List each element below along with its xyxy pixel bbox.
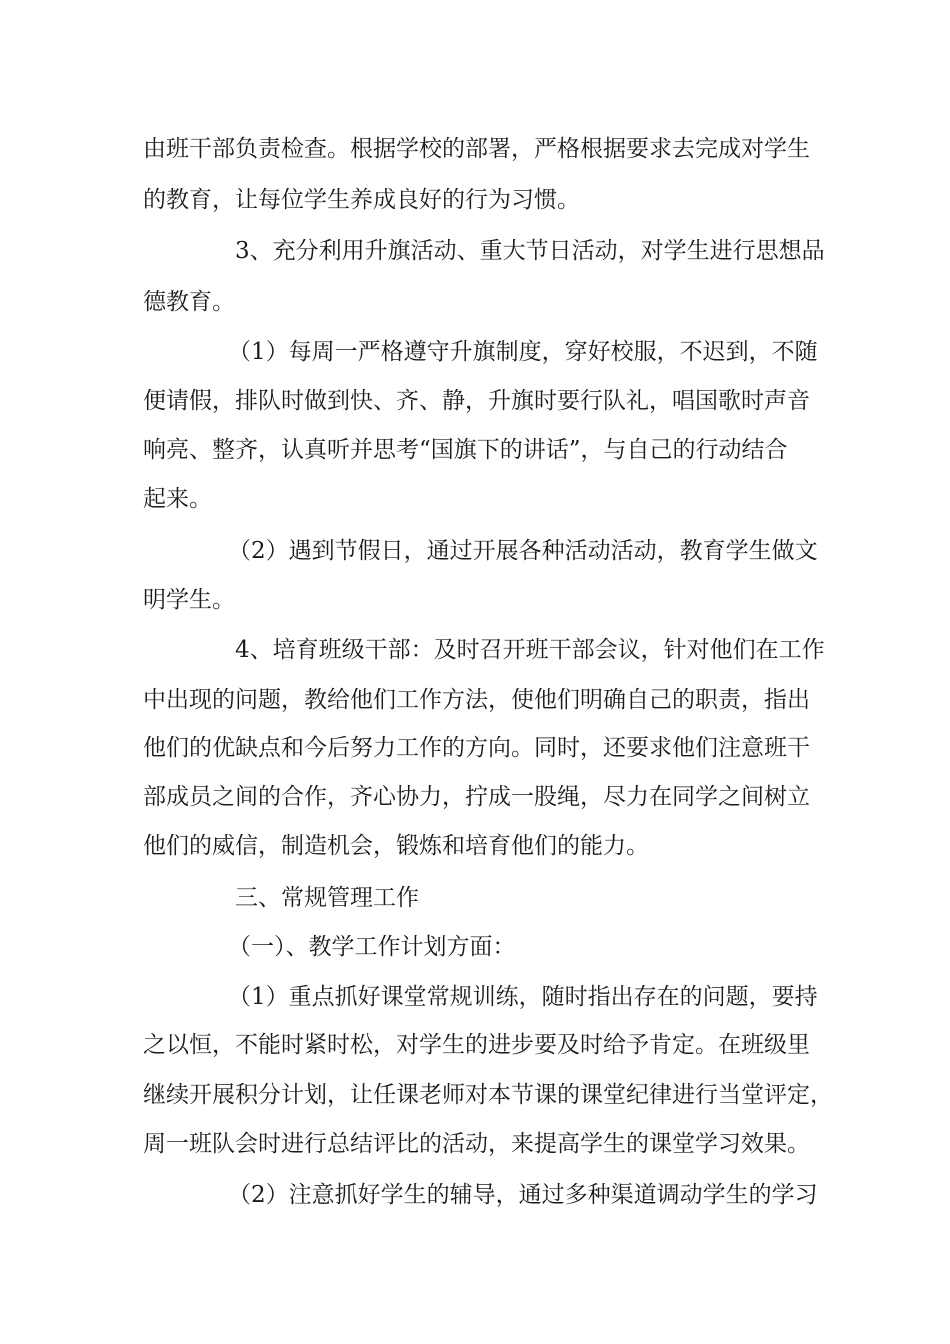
text-line: （1）每周一严格遵守升旗制度，穿好校服，不迟到，不随	[228, 339, 818, 365]
text-line: 的教育，让每位学生养成良好的行为习惯。	[143, 187, 580, 213]
text-line: 之以恒，不能时紧时松，对学生的进步要及时给予肯定。在班级里	[143, 1032, 810, 1058]
text-line: 起来。	[143, 486, 212, 512]
text-line: 他们的威信，制造机会，锻炼和培育他们的能力。	[143, 833, 649, 859]
text-line: 德教育。	[143, 289, 235, 315]
text-line: 继续开展积分计划，让任课老师对本节课的课堂纪律进行当堂评定，	[143, 1082, 833, 1108]
text-line: 由班干部负责检查。根据学校的部署，严格根据要求去完成对学生	[143, 136, 810, 162]
text-line: 他们的优缺点和今后努力工作的方向。同时，还要求他们注意班干	[143, 735, 810, 761]
text-line: 3、充分利用升旗活动、重大节日活动，对学生进行思想品	[235, 238, 825, 264]
text-line: 4、培育班级干部：及时召开班干部会议，针对他们在工作	[235, 637, 825, 663]
text-line: （2）遇到节假日，通过开展各种活动活动，教育学生做文	[228, 538, 818, 564]
text-line: （1）重点抓好课堂常规训练，随时指出存在的问题，要持	[228, 984, 818, 1010]
text-line: 周一班队会时进行总结评比的活动，来提高学生的课堂学习效果。	[143, 1131, 810, 1157]
text-line: （2）注意抓好学生的辅导，通过多种渠道调动学生的学习	[228, 1182, 818, 1208]
text-line: 便请假，排队时做到快、齐、静，升旗时要行队礼，唱国歌时声音	[143, 388, 810, 414]
text-line: （一）、教学工作计划方面：	[228, 934, 516, 960]
text-line: 明学生。	[143, 587, 235, 613]
text-line: 中出现的问题，教给他们工作方法，使他们明确自己的职责，指出	[143, 687, 810, 713]
text-line: 响亮、整齐，认真听并思考“国旗下的讲话”，与自己的行动结合	[143, 437, 788, 463]
text-line: 三、常规管理工作	[235, 885, 419, 911]
text-line: 部成员之间的合作，齐心协力，拧成一股绳，尽力在同学之间树立	[143, 784, 810, 810]
